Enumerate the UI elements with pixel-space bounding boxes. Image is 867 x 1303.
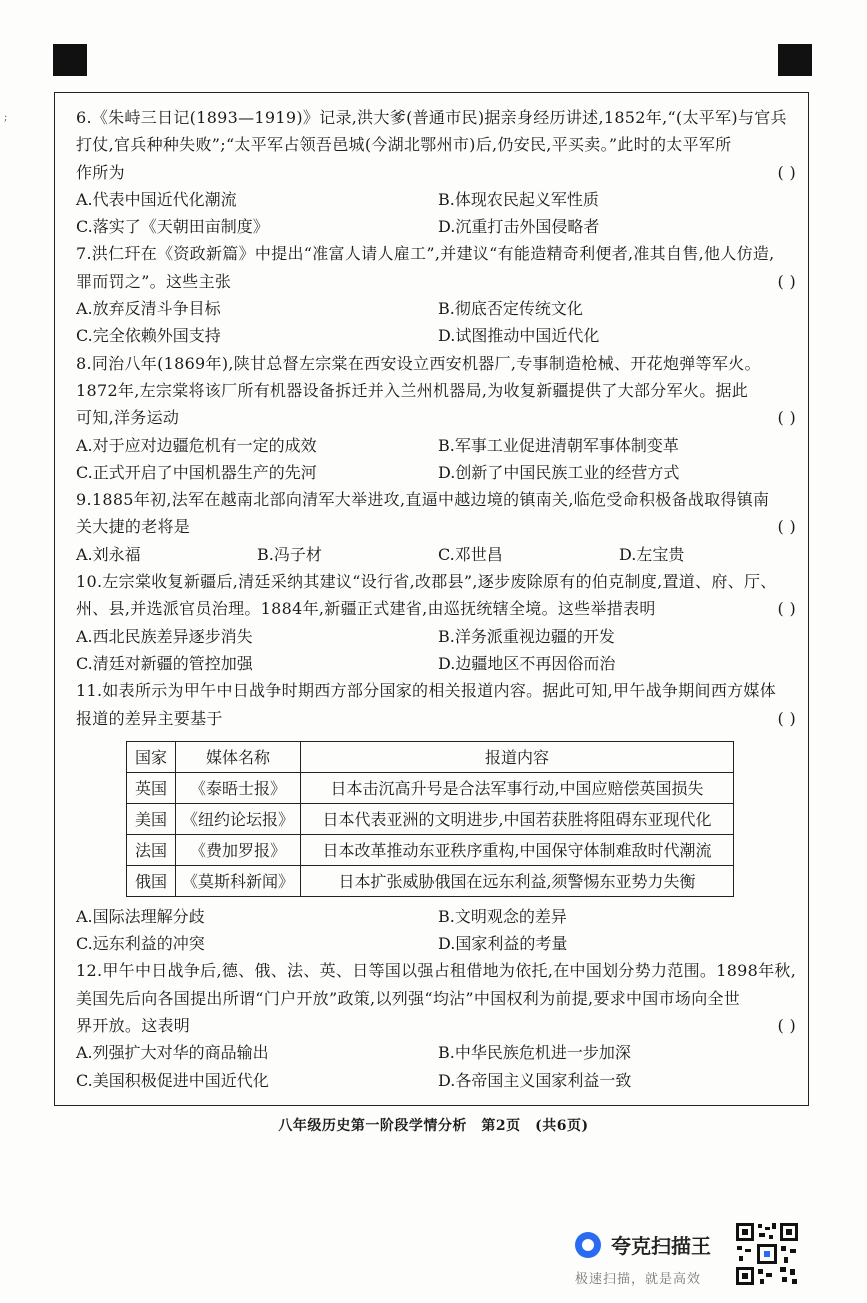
question-text-line: 打仗,官兵种种失败”;“太平军占领吾邑城(今湖北鄂州市)后,仍安民,平买卖。”此时的太平军所 (76, 135, 732, 155)
table-cell: 日本改革推动东亚秩序重构,中国保守体制难敌时代潮流 (301, 834, 734, 865)
options-row (76, 459, 800, 486)
answer-blank: ( ) (777, 1016, 796, 1036)
option-a: A.列强扩大对华的商品输出 (76, 1043, 269, 1063)
option-d: D.沉重打击外国侵略者 (438, 217, 600, 237)
options-row (76, 1039, 800, 1066)
table-cell: 日本扩张威胁俄国在远东利益,须警惕东亚势力失衡 (301, 865, 734, 896)
option-b: B.体现农民起义军性质 (438, 189, 599, 209)
question-text-line: 界开放。这表明 (76, 1016, 191, 1036)
registration-mark-left (53, 44, 87, 76)
option-a: A.刘永福 (76, 544, 141, 564)
question-text-line: 10.左宗棠收复新疆后,清廷采纳其建议“设行省,改郡县”,逐步废除原有的伯克制度,置道、府、厅、 (76, 572, 777, 592)
table-cell: 美国 (127, 803, 176, 834)
question-8 (76, 350, 800, 486)
option-c: C.正式开启了中国机器生产的先河 (76, 462, 317, 482)
question-text-line: 州、县,并选派官员治理。1884年,新疆正式建省,由巡抚统辖全境。这些举措表明 (76, 599, 656, 619)
question-text-line: 报道的差异主要基于 (76, 708, 223, 728)
options-row (76, 930, 800, 957)
answer-blank: ( ) (777, 271, 796, 291)
option-b: B.冯子材 (257, 544, 322, 564)
option-c: C.完全依赖外国支持 (76, 326, 221, 346)
table-cell: 《泰晤士报》 (176, 772, 301, 803)
options-row (76, 295, 800, 322)
question-10 (76, 568, 800, 677)
option-d: D.各帝国主义国家利益一致 (438, 1070, 632, 1090)
question-text-line: 12.甲午中日战争后,德、俄、法、英、日等国以强占租借地为依托,在中国划分势力范围。1898年秋, (76, 961, 797, 981)
scanner-watermark (575, 1228, 735, 1288)
question-12 (76, 957, 800, 1093)
option-d: D.国家利益的考量 (438, 934, 568, 954)
question-text-line: 7.洪仁玕在《资政新篇》中提出“准富人请人雇工”,并建议“有能造精奇利便者,准其自售,他人仿造, (76, 244, 775, 264)
option-d: D.创新了中国民族工业的经营方式 (438, 462, 680, 482)
option-a: A.放弃反清斗争目标 (76, 299, 221, 319)
question-11 (76, 677, 800, 957)
question-text-line: 11.如表所示为甲午中日战争时期西方部分国家的相关报道内容。据此可知,甲午战争期间西方媒体 (76, 681, 777, 701)
table-cell: 俄国 (127, 865, 176, 896)
table-header-row (127, 741, 734, 772)
table-cell: 日本代表亚洲的文明进步,中国若获胜将阻碍东亚现代化 (301, 803, 734, 834)
question-text-line: 1872年,左宗棠将该厂所有机器设备拆迁并入兰州机器局,为收复新疆提供了大部分军火。据此 (76, 380, 749, 400)
answer-blank: ( ) (777, 599, 796, 619)
option-a: A.国际法理解分歧 (76, 906, 205, 926)
scanner-brand-name: 夸克扫描王 (611, 1234, 711, 1258)
table-row (127, 803, 734, 834)
option-b: B.彻底否定传统文化 (438, 299, 583, 319)
option-d: D.左宝贵 (619, 544, 685, 564)
question-text-line: 9.1885年初,法军在越南北部向清军大举进攻,直逼中越边境的镇南关,临危受命积极备战取得镇南 (76, 490, 770, 510)
options-row (76, 213, 800, 240)
table-cell: 法国 (127, 834, 176, 865)
table-cell: 《费加罗报》 (176, 834, 301, 865)
question-text-line: 6.《朱峙三日记(1893—1919)》记录,洪大爹(普通市民)据亲身经历讲述,1852年,“(太平军)与官兵 (76, 108, 787, 127)
options-row (76, 623, 800, 650)
option-b: B.军事工业促进清朝军事体制变革 (438, 435, 679, 455)
options-row (76, 541, 800, 568)
table-cell: 日本击沉高升号是合法军事行动,中国应赔偿英国损失 (301, 772, 734, 803)
question-text-line: 美国先后向各国提出所谓“门户开放”政策,以列强“均沾”中国权利为前提,要求中国市场向全世 (76, 988, 741, 1008)
option-d: D.边疆地区不再因俗而治 (438, 653, 616, 673)
scanner-logo-icon (575, 1232, 601, 1258)
media-report-table (126, 741, 734, 897)
answer-blank: ( ) (777, 162, 796, 182)
question-text-line: 关大捷的老将是 (76, 517, 191, 537)
question-stem-end (76, 268, 800, 295)
option-a: A.代表中国近代化潮流 (76, 189, 237, 209)
option-b: B.中华民族危机进一步加深 (438, 1043, 631, 1063)
table-row (127, 834, 734, 865)
question-stem-end (76, 513, 800, 540)
question-text-line: 8.同治八年(1869年),陕甘总督左宗棠在西安设立西安机器厂,专事制造枪械、开花炮弹等军火。 (76, 353, 761, 373)
option-a: A.对于应对边疆危机有一定的成效 (76, 435, 317, 455)
table-row (127, 772, 734, 803)
options-row (76, 432, 800, 459)
question-7 (76, 240, 800, 349)
question-content (76, 104, 800, 1094)
option-d: D.试图推动中国近代化 (438, 326, 600, 346)
question-stem-end (76, 1012, 800, 1039)
option-c: C.远东利益的冲突 (76, 934, 205, 954)
question-stem-end (76, 404, 800, 431)
question-6 (76, 104, 800, 240)
column-header-content: 报道内容 (301, 741, 734, 772)
option-c: C.邓世昌 (438, 544, 503, 564)
question-text-line: 可知,洋务运动 (76, 408, 180, 428)
answer-blank: ( ) (777, 708, 796, 728)
question-text-line: 作所为 (76, 162, 125, 182)
option-c: C.落实了《天朝田亩制度》 (76, 217, 269, 237)
option-b: B.文明观念的差异 (438, 906, 567, 926)
column-header-country: 国家 (127, 741, 176, 772)
option-c: C.美国积极促进中国近代化 (76, 1070, 269, 1090)
options-row (76, 322, 800, 349)
options-row (76, 903, 800, 930)
question-stem-end (76, 705, 800, 732)
options-row (76, 186, 800, 213)
column-header-media: 媒体名称 (176, 741, 301, 772)
question-9 (76, 486, 800, 568)
table-cell: 《莫斯科新闻》 (176, 865, 301, 896)
qr-code-icon (734, 1221, 800, 1287)
options-row (76, 650, 800, 677)
option-c: C.清廷对新疆的管控加强 (76, 653, 253, 673)
option-a: A.西北民族差异逐步消失 (76, 626, 253, 646)
registration-mark-right (778, 44, 812, 76)
question-text-line: 罪而罚之”。这些主张 (76, 271, 232, 291)
option-b: B.洋务派重视边疆的开发 (438, 626, 615, 646)
question-stem-end (76, 595, 800, 622)
question-stem-end (76, 159, 800, 186)
margin-mark: ; (4, 112, 8, 123)
options-row (76, 1067, 800, 1094)
table-cell: 《纽约论坛报》 (176, 803, 301, 834)
table-row (127, 865, 734, 896)
table-cell: 英国 (127, 772, 176, 803)
scanner-slogan: 极速扫描，就是高效 (575, 1272, 702, 1287)
answer-blank: ( ) (777, 408, 796, 428)
page-footer: 八年级历史第一阶段学情分析 第2页 (共6页) (278, 1118, 589, 1134)
answer-blank: ( ) (777, 517, 796, 537)
